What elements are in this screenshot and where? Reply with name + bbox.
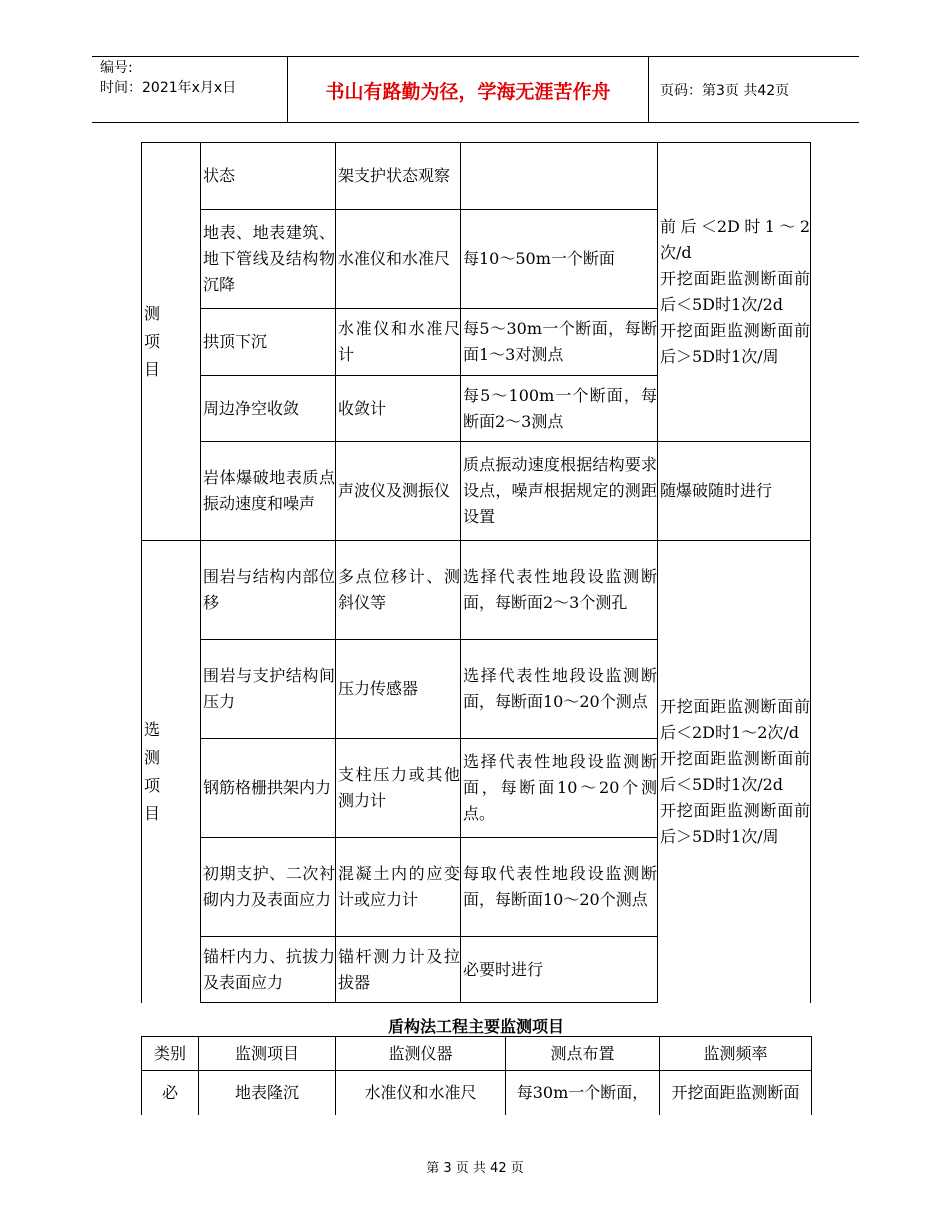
monitor-layout: 每5～30m一个断面，每断面1～3对测点 [461,309,658,376]
header-motto: 书山有路勤为径，学海无涯苦作舟 [325,80,611,103]
monitor-item: 岩体爆破地表质点振动速度和噪声 [201,442,336,541]
column-header: 监测频率 [660,1037,812,1071]
monitor-instrument: 支柱压力或其他测力计 [336,739,461,838]
monitor-instrument: 水准仪和水准尺计 [336,309,461,376]
monitor-item: 状态 [201,143,336,210]
monitor-layout [461,143,658,210]
code-label: 编号: [100,60,133,76]
monitor-instrument: 架支护状态观察 [336,143,461,210]
monitor-item: 锚杆内力、抗拔力及表面应力 [201,937,336,1003]
shield-monitoring-table [141,1036,812,1115]
monitor-layout: 每5～100m一个断面，每断面2～3测点 [461,376,658,442]
monitor-item: 拱顶下沉 [201,309,336,376]
monitor-item: 围岩与支护结构间压力 [201,640,336,739]
monitor-item: 初期支护、二次衬砌内力及表面应力 [201,838,336,937]
monitor-layout: 质点振动速度根据结构要求设点，噪声根据规定的测距设置 [461,442,658,541]
monitor-item: 地表隆沉 [199,1071,336,1116]
header-meta [100,58,236,98]
monitoring-table-continued [141,142,811,1003]
shield-table-title: 盾构法工程主要监测项目 [387,1017,564,1036]
monitor-instrument: 声波仪及测振仪 [336,442,461,541]
monitor-item: 围岩与结构内部位移 [201,541,336,640]
category-must: 测 项 目 [142,143,201,541]
page-footer: 第 3 页 共 42 页 [426,1161,524,1176]
monitor-layout: 选择代表性地段设监测断面，每断面10～20个测点。 [461,739,658,838]
monitor-instrument: 锚杆测力计及拉拔器 [336,937,461,1003]
monitor-layout: 每30m一个断面， [506,1071,660,1116]
header-page-label: 页码：第3页 共42页 [660,83,790,99]
column-header: 监测项目 [199,1037,336,1071]
category-cell: 必 [142,1071,199,1116]
monitor-item: 钢筋格栅拱架内力 [201,739,336,838]
column-header: 类别 [142,1037,199,1071]
monitor-item: 周边净空收敛 [201,376,336,442]
monitor-layout: 选择代表性地段设监测断面，每断面10～20个测点 [461,640,658,739]
table-row [142,143,811,210]
monitor-instrument: 压力传感器 [336,640,461,739]
monitor-instrument: 水准仪和水准尺 [336,210,461,309]
monitor-frequency: 前后＜2D时1～2次/d 开挖面距监测断面前后＜5D时1次/2d 开挖面距监测断面前后＞5D时1次/周 [658,143,811,442]
monitor-frequency: 随爆破随时进行 [658,442,811,541]
monitor-frequency: 开挖面距监测断面 [660,1071,812,1116]
monitor-layout: 选择代表性地段设监测断面，每断面2～3个测孔 [461,541,658,640]
monitor-layout: 每取代表性地段设监测断面，每断面10～20个测点 [461,838,658,937]
monitor-instrument: 多点位移计、测斜仪等 [336,541,461,640]
column-header: 监测仪器 [336,1037,506,1071]
monitor-item: 地表、地表建筑、地下管线及结构物沉降 [201,210,336,309]
column-header: 测点布置 [506,1037,660,1071]
category-optional: 选 测 项 目 [142,541,201,1003]
monitor-instrument: 混凝土内的应变计或应力计 [336,838,461,937]
monitor-frequency: 开挖面距监测断面前后＜2D时1～2次/d 开挖面距监测断面前后＜5D时1次/2d 开挖面距监测断面前后＞5D时1次/周 [658,541,811,1003]
table-row [142,541,811,640]
table-row [142,1071,812,1116]
table-row [142,442,811,541]
monitor-instrument: 水准仪和水准尺 [336,1071,506,1116]
time-label: 时间：2021年x月x日 [100,80,237,96]
monitor-layout: 每10～50m一个断面 [461,210,658,309]
table-header-row [142,1037,812,1071]
monitor-layout: 必要时进行 [461,937,658,1003]
header-divider [648,57,649,123]
monitor-instrument: 收敛计 [336,376,461,442]
